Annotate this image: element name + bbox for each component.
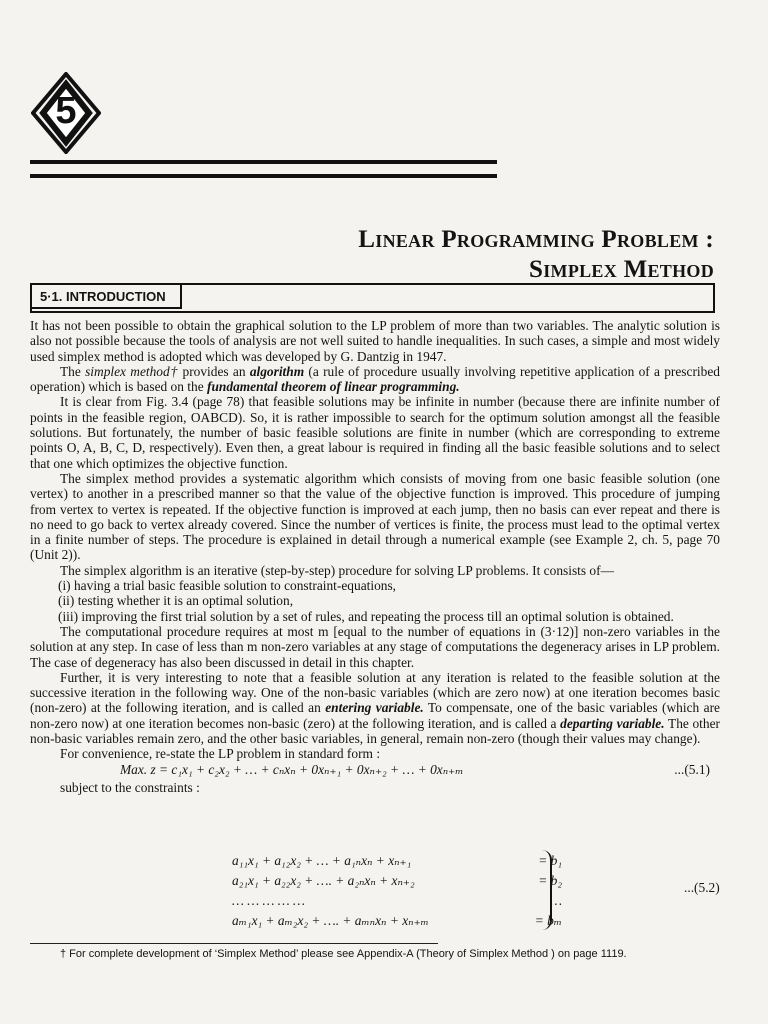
paragraph-2	[30, 364, 720, 395]
chapter-title	[358, 225, 714, 285]
footnote: † For complete development of ‘Simplex Method’ please see Appendix-A (Theory of Simplex Method ) on page 1119.	[60, 948, 627, 960]
constraint-row	[232, 891, 562, 911]
p2-text-b: provides an	[178, 363, 250, 379]
p2-emphasis: simplex method†	[85, 363, 179, 379]
constraint-row	[232, 871, 562, 891]
p7-strong: entering variable.	[325, 700, 424, 716]
constraint-lhs: a₂₁x₁ + a₂₂x₂ + …. + a₂ₙxₙ + xₙ₊₂	[232, 873, 415, 888]
paragraph-1: It has not been possible to obtain the graphical solution to the LP problem of more than two variables. The analytic solution is also not possible because the tools of analysis are not well suited to handle inequalities. In such cases, a simple and most widely used simplex method is adopted which was developed by G. Dantzig in 1947.	[30, 318, 720, 364]
objective-text: Max. z = c₁x₁ + c₂x₂ + … + cₙxₙ + 0xₙ₊₁ + 0xₙ₊₂ + … + 0xₙ₊ₘ	[120, 761, 464, 777]
p2-strong: algorithm	[249, 363, 305, 379]
p2-text-c: (a rule of procedure usually involving repetitive application of a prescribed operation) which is based on the	[30, 363, 720, 395]
paragraph-5: The simplex algorithm is an iterative (step-by-step) procedure for solving LP problems. It consists of—	[60, 562, 614, 578]
constraint-row	[232, 911, 562, 931]
objective-equation	[30, 762, 720, 780]
constraint-rhs: = bₘ	[534, 913, 562, 928]
paragraph-6: The computational procedure requires at most m [equal to the number of equations in (3·12)] non-zero variables in the solution at any step. In case of less than m non-zero variables at any stage of computations the degeneracy arises in LP problem. The case of degeneracy has also been discussed in detail in this chapter.	[30, 623, 720, 670]
steps-list	[58, 578, 720, 624]
p7-text-b: To compensate, one of the basic variables (which are non-zero now) at one iteration becomes non-basic (zero) at the following iteration, and is called a	[30, 700, 720, 731]
p2-strong-2: fundamental theorem of linear programming.	[207, 379, 460, 395]
constraint-rhs: …	[550, 893, 562, 908]
equation-number-5-2: ...(5.2)	[684, 880, 720, 895]
constraint-lhs: … … … … …	[232, 893, 305, 908]
equation-number-5-1: ...(5.1)	[674, 761, 710, 777]
constraint-lhs: a₁₁x₁ + a₁₂x₂ + … + a₁ₙxₙ + xₙ₊₁	[232, 853, 412, 868]
constraints-block	[232, 851, 562, 931]
p2-text-a: The	[60, 363, 86, 379]
title-line-2: Simplex Method	[529, 256, 714, 283]
footnote-rule	[30, 943, 438, 944]
p7-text-c: The other non-basic variables remain zero, and the other basic variables, in general, remain non-zero (though their values may change).	[30, 715, 720, 747]
constraint-lhs: aₘ₁x₁ + aₘ₂x₂ + …. + aₘₙxₙ + xₙ₊ₘ	[232, 913, 429, 928]
chapter-number: 5	[55, 90, 77, 132]
p7-text-a: Further, it is very interesting to note that a feasible solution at any iteration is related to the feasible solution at the successive iteration in the following way. One of the non-basic variables (which are zero now) at one iteration becomes basic (non-zero) at the following iteration, and is called an	[30, 669, 720, 716]
section-heading-box	[30, 283, 715, 313]
body-text	[30, 318, 720, 795]
paragraph-3: It is clear from Fig. 3.4 (page 78) that feasible solutions may be infinite in number (because there are infinite number of points in the feasible region, OABCD). So, it is rather impossible to search for the optimum solution amongst all the feasible solutions. But fortunately, the number of basic feasible solutions are finite in number (which are corresponding to extreme points O, A, B, C, D, respectively). Even then, a great labour is required in finding all the basic feasible solutions and to select that one which optimizes the objective function.	[30, 394, 720, 471]
list-item: (ii) testing whether it is an optimal solution,	[58, 593, 294, 609]
list-item: (iii) improving the first trial solution by a set of rules, and repeating the process till an optimal solution is obtained.	[58, 608, 674, 624]
list-item: (i) having a trial basic feasible solution to constraint-equations,	[58, 578, 397, 594]
paragraph-7	[30, 670, 720, 746]
section-heading: 5·1. INTRODUCTION	[32, 285, 182, 309]
subject-to: subject to the constraints :	[60, 779, 200, 795]
paragraph-8: For convenience, re-state the LP problem in standard form :	[60, 746, 381, 762]
title-line-1: Linear Programming Problem :	[358, 226, 714, 253]
p7-strong-2: departing variable.	[560, 715, 665, 731]
right-brace-icon	[540, 850, 552, 930]
chapter-badge	[31, 72, 101, 154]
constraint-row	[232, 851, 562, 871]
chapter-rule	[30, 160, 497, 178]
constraint-rhs: = b₂	[538, 873, 562, 888]
paragraph-4: The simplex method provides a systematic algorithm which consists of moving from one basic feasible solution (one vertex) to another in a prescribed manner so that the value of the objective function is improved. This procedure of jumping from vertex to vertex is repeated. If the objective function is improved at each jump, then no basis can ever repeat and there is no need to go back to vertex already covered. Since the number of vertices is finite, the process must lead to the optimal vertex in a finite number of steps. The procedure is explained in detail through a numerical example (see Example 2, ch. 5, page 70 (Unit 2)).	[30, 470, 720, 563]
constraint-rhs: = b₁	[538, 853, 562, 868]
